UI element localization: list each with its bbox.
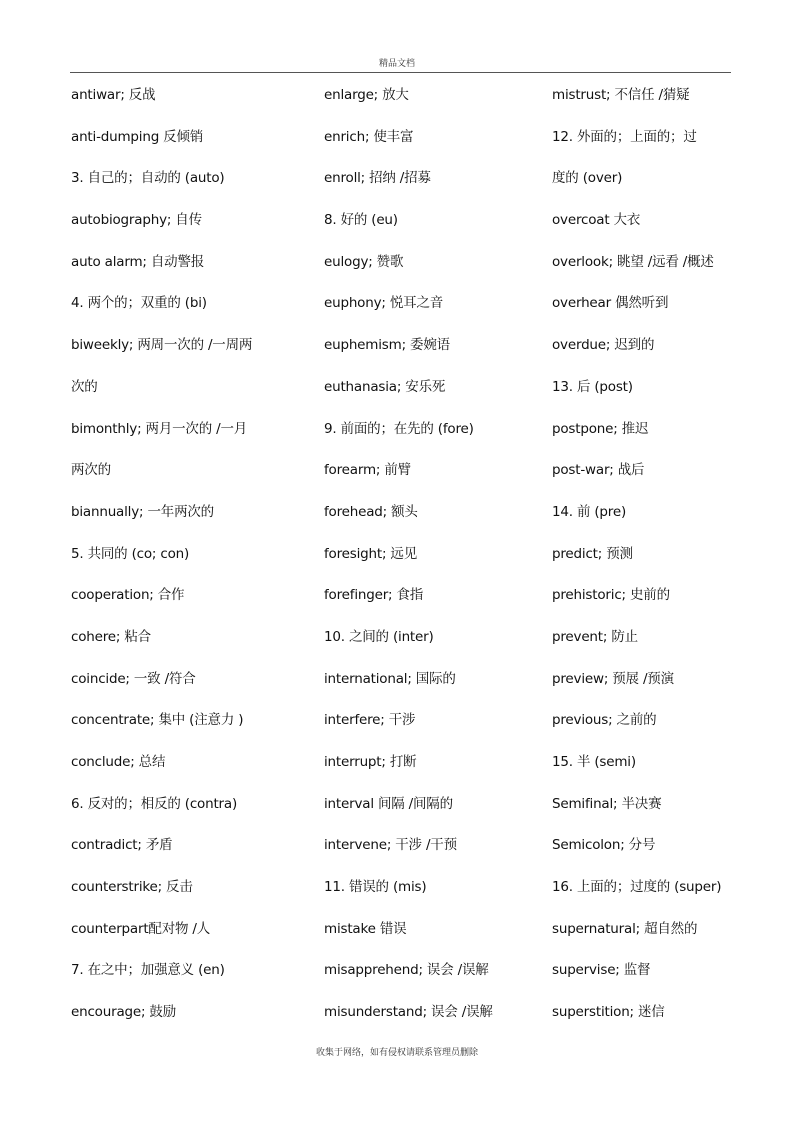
vocab-entry: biweekly; 两周一次的 /一周两 — [71, 337, 253, 354]
vocab-entry: 3. 自己的；自动的 (auto) — [71, 170, 225, 187]
vocab-entry: forehead; 额头 — [324, 503, 418, 520]
vocab-entry: concentrate; 集中 (注意力 ) — [71, 712, 244, 729]
vocab-entry: supervise; 监督 — [552, 962, 651, 979]
vocab-entry: post-war; 战后 — [552, 462, 645, 479]
vocab-entry: 7. 在之中；加强意义 (en) — [71, 962, 225, 979]
vocab-entry: 两次的 — [71, 462, 111, 479]
vocab-column-1 — [71, 85, 286, 1044]
vocab-entry: 9. 前面的；在先的 (fore) — [324, 420, 474, 437]
vocab-entry: euphony; 悦耳之音 — [324, 295, 444, 312]
vocab-entry: predict; 预测 — [552, 545, 633, 562]
vocab-entry: 16. 上面的；过度的 (super) — [552, 879, 722, 896]
vocab-entry: biannually; 一年两次的 — [71, 503, 214, 520]
vocab-entry: cooperation; 合作 — [71, 587, 185, 604]
vocab-entry: supernatural; 超自然的 — [552, 920, 698, 937]
vocab-entry: overlook; 眺望 /远看 /概述 — [552, 253, 714, 270]
vocab-entry: contradict; 矛盾 — [71, 837, 173, 854]
vocab-entry: autobiography; 自传 — [71, 212, 202, 229]
vocab-entry: interfere; 干涉 — [324, 712, 416, 729]
vocab-entry: counterstrike; 反击 — [71, 879, 193, 896]
vocab-entry: misunderstand; 误会 /误解 — [324, 1004, 493, 1021]
vocab-entry: 度的 (over) — [552, 170, 623, 187]
vocab-entry: Semifinal; 半决赛 — [552, 795, 662, 812]
vocab-column-3 — [552, 85, 752, 1044]
vocab-entry: 8. 好的 (eu) — [324, 212, 398, 229]
vocab-entry: 10. 之间的 (inter) — [324, 628, 434, 645]
vocab-entry: bimonthly; 两月一次的 /一月 — [71, 420, 248, 437]
vocab-entry: euphemism; 委婉语 — [324, 337, 450, 354]
vocab-entry: superstition; 迷信 — [552, 1004, 665, 1021]
vocab-entry: previous; 之前的 — [552, 712, 657, 729]
vocab-entry: prehistoric; 史前的 — [552, 587, 670, 604]
vocab-entry: interrupt; 打断 — [324, 754, 417, 770]
vocab-entry: auto alarm; 自动警报 — [71, 253, 205, 270]
vocab-entry: 4. 两个的；双重的 (bi) — [71, 295, 207, 312]
vocab-entry: eulogy; 赞歌 — [324, 253, 404, 270]
vocab-entry: 6. 反对的；相反的 (contra) — [71, 795, 238, 812]
vocab-entry: interval 间隔 /间隔的 — [324, 795, 453, 812]
vocab-entry: intervene; 干涉 /干预 — [324, 837, 457, 854]
vocab-entry: cohere; 粘合 — [71, 628, 151, 645]
vocab-entry: coincide; 一致 /符合 — [71, 670, 196, 687]
vocab-entry: anti-dumping 反倾销 — [71, 128, 204, 145]
header-divider — [70, 72, 731, 73]
vocab-entry: forefinger; 食指 — [324, 587, 424, 604]
vocab-entry: overcoat 大衣 — [552, 212, 641, 229]
vocab-entry: 15. 半 (semi) — [552, 754, 636, 770]
vocab-entry: mistrust; 不信任 /猜疑 — [552, 87, 690, 103]
vocab-entry: euthanasia; 安乐死 — [324, 378, 446, 395]
vocab-entry: foresight; 远见 — [324, 545, 418, 562]
vocab-entry: enlarge; 放大 — [324, 87, 409, 103]
vocab-entry: forearm; 前臂 — [324, 462, 411, 479]
vocab-entry: enrich; 使丰富 — [324, 128, 414, 145]
vocab-entry: 12. 外面的；上面的；过 — [552, 128, 697, 145]
vocab-entry: mistake 错误 — [324, 920, 407, 937]
vocab-entry: enroll; 招纳 /招募 — [324, 170, 431, 187]
vocab-entry: antiwar; 反战 — [71, 87, 156, 103]
vocab-entry: prevent; 防止 — [552, 628, 638, 645]
vocab-entry: Semicolon; 分号 — [552, 837, 656, 854]
vocab-entry: misapprehend; 误会 /误解 — [324, 962, 489, 979]
page-footer: 收集于网络，如有侵权请联系管理员删除 — [315, 1048, 478, 1058]
vocab-entry: 14. 前 (pre) — [552, 503, 627, 520]
vocab-entry: 次的 — [71, 378, 98, 395]
page-header: 精品文档 — [378, 59, 415, 69]
vocab-entry: overhear 偶然听到 — [552, 295, 669, 312]
vocab-entry: conclude; 总结 — [71, 754, 166, 770]
vocab-entry: 11. 错误的 (mis) — [324, 879, 427, 896]
vocab-column-2 — [324, 85, 539, 1044]
vocab-entry: preview; 预展 /预演 — [552, 670, 674, 687]
vocab-entry: postpone; 推迟 — [552, 420, 649, 437]
vocab-entry: 13. 后 (post) — [552, 378, 633, 395]
vocab-entry: counterpart配对物 /人 — [71, 920, 211, 937]
vocab-entry: overdue; 迟到的 — [552, 337, 655, 354]
vocab-entry: international; 国际的 — [324, 670, 456, 687]
vocab-entry: encourage; 鼓励 — [71, 1004, 177, 1021]
vocab-entry: 5. 共同的 (co; con) — [71, 545, 190, 562]
